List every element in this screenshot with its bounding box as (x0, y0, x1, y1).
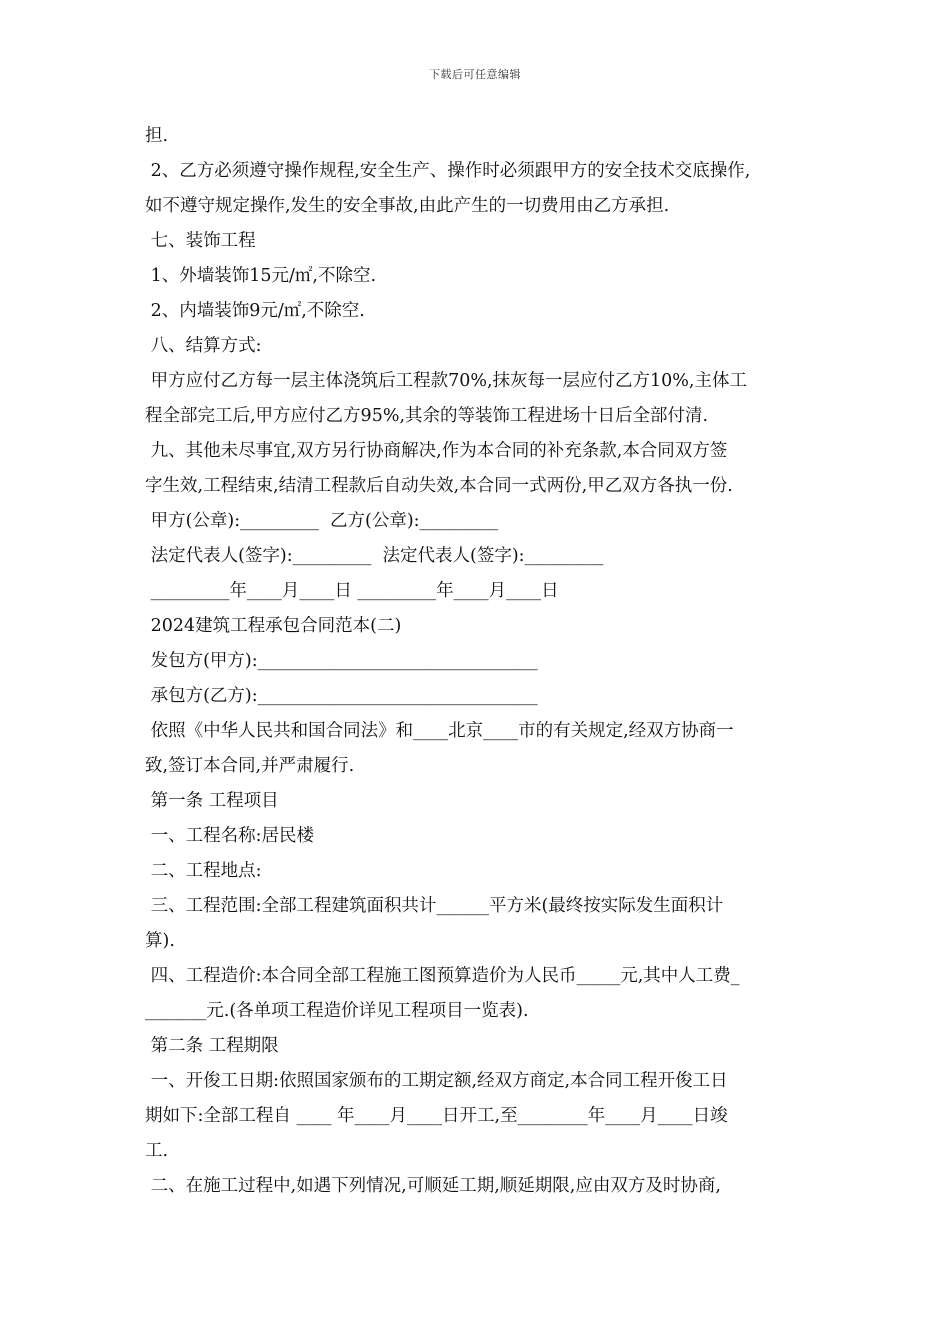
text-line: 期如下:全部工程自 ____ 年____月____日开工,至________年____月____日竣 (145, 1106, 728, 1126)
page-header: 下载后可任意编辑 (429, 68, 521, 81)
text-line: 第一条 工程项目 (145, 791, 279, 811)
text-line: 如不遵守规定操作,发生的安全事故,由此产生的一切费用由乙方承担. (145, 196, 670, 216)
text-line: 四、工程造价:本合同全部工程施工图预算造价为人民币_____元,其中人工费_ (145, 966, 740, 986)
text-line: 二、在施工过程中,如遇下列情况,可顺延工期,顺延期限,应由双方及时协商, (145, 1176, 721, 1196)
text-line: 甲方应付乙方每一层主体浇筑后工程款70%,抹灰每一层应付乙方10%,主体工 (145, 371, 747, 391)
text-line: 第二条 工程期限 (145, 1036, 279, 1056)
document-body (145, 119, 815, 1204)
text-line: 九、其他未尽事宜,双方另行协商解决,作为本合同的补充条款,本合同双方签 (145, 441, 728, 461)
text-line: 一、工程名称:居民楼 (145, 826, 314, 846)
text-line: 甲方(公章):_________ 乙方(公章):_________ (145, 511, 499, 531)
text-line: 2、乙方必须遵守操作规程,安全生产、操作时必须跟甲方的安全技术交底操作, (145, 161, 751, 181)
text-line: 算). (145, 931, 175, 951)
text-line: 一、开俊工日期:依照国家颁布的工期定额,经双方商定,本合同工程开俊工日 (145, 1071, 728, 1091)
text-line: 八、结算方式: (145, 336, 262, 356)
text-line: 二、工程地点: (145, 861, 262, 881)
text-line: 2024建筑工程承包合同范本(二) (145, 616, 402, 636)
text-line: 1、外墙装饰15元/㎡,不除空. (145, 266, 377, 286)
text-line: _________年____月____日 _________年____月____日 (145, 581, 559, 601)
text-line: _______元.(各单项工程造价详见工程项目一览表). (145, 1001, 529, 1021)
text-line: 发包方(甲方):________________________________ (145, 651, 538, 671)
text-line: 程全部完工后,甲方应付乙方95%,其余的等装饰工程进场十日后全部付清. (145, 406, 709, 426)
text-line: 工. (145, 1141, 169, 1161)
text-line: 三、工程范围:全部工程建筑面积共计______平方米(最终按实际发生面积计 (145, 896, 724, 916)
text-line: 七、装饰工程 (145, 231, 256, 251)
text-line: 依照《中华人民共和国合同法》和____北京____市的有关规定,经双方协商一 (145, 721, 734, 741)
text-line: 承包方(乙方):________________________________ (145, 686, 538, 706)
text-line: 担. (145, 126, 169, 146)
text-line: 法定代表人(签字):_________ 法定代表人(签字):_________ (145, 546, 604, 566)
text-line: 致,签订本合同,并严肃履行. (145, 756, 355, 776)
text-line: 2、内墙装饰9元/㎡,不除空. (145, 301, 365, 321)
text-line: 字生效,工程结束,结清工程款后自动失效,本合同一式两份,甲乙双方各执一份. (145, 476, 733, 496)
